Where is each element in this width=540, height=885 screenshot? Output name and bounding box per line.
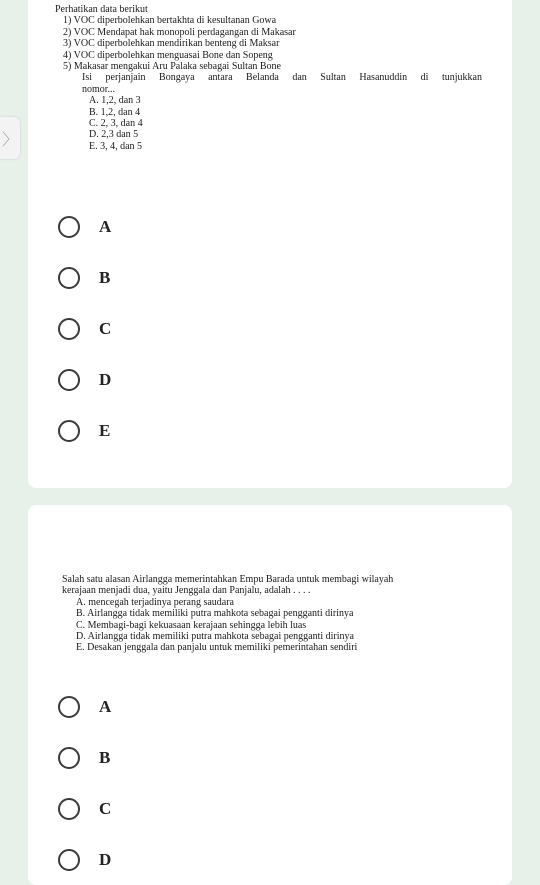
option-label: D [99, 850, 112, 869]
option-label: A [99, 697, 112, 716]
option-b[interactable] [58, 265, 110, 291]
question-line: 2) VOC Mendapat hak monopoli perdagangan di Makasar [63, 26, 296, 38]
option-a[interactable] [58, 214, 111, 240]
option-label: D [99, 370, 112, 389]
option-a[interactable] [58, 694, 111, 720]
option-label: B [99, 748, 111, 767]
question-line: D. 2,3 dan 5 [89, 129, 139, 141]
radio-button[interactable] [58, 369, 80, 391]
question-line: 3) VOC diperbolehkan mendirikan benteng di Maksar [63, 38, 280, 50]
question-line: Perhatikan data berikut [55, 4, 148, 15]
option-label: C [99, 799, 112, 818]
radio-button[interactable] [58, 798, 80, 820]
question-line: D. Airlangga tidak memiliki putra mahkota sebagai pengganti dirinya [76, 631, 354, 643]
question-line: E. 3, 4, dan 5 [89, 140, 143, 152]
question-line: nomor... [82, 83, 116, 95]
question-line: 5) Makasar mengakui Aru Palaka sebagai Sultan Bone [63, 61, 281, 73]
question-2-text [62, 574, 452, 654]
question-line: B. Airlangga tidak memiliki putra mahkota sebagai pengganti dirinya [76, 608, 354, 620]
question-line: Salah satu alasan Airlangga memerintahkan Empu Barada untuk membagi wilayah [62, 574, 394, 585]
radio-button[interactable] [58, 849, 80, 871]
option-label: E [99, 421, 111, 440]
question-line: E. Desakan jenggala dan panjalu untuk memiliki pemerintahan sendiri [76, 642, 358, 654]
option-label: C [99, 319, 112, 338]
radio-button[interactable] [58, 420, 80, 442]
option-d[interactable] [58, 367, 111, 393]
question-line: B. 1,2, dan 4 [89, 106, 141, 118]
question-line: kerajaan menjadi dua, yaitu Jenggala dan Panjalu, adalah . . . . [62, 585, 311, 597]
option-c[interactable] [58, 796, 111, 822]
question-line: 4) VOC diperbolehkan menguasai Bone dan Sopeng [63, 49, 273, 61]
option-label: B [99, 268, 111, 287]
radio-button[interactable] [58, 696, 80, 718]
question-line: Isi perjanjain Bongaya antara Belanda dan Sultan Hasanuddin di tunjukkan [82, 72, 482, 84]
radio-button[interactable] [58, 318, 80, 340]
radio-button[interactable] [58, 216, 80, 238]
option-c[interactable] [58, 316, 111, 342]
radio-button[interactable] [58, 267, 80, 289]
option-label: A [99, 217, 112, 236]
option-e[interactable] [58, 418, 110, 444]
question-line: A. 1,2, dan 3 [89, 95, 141, 107]
option-d[interactable] [58, 847, 111, 873]
question-line: 1) VOC diperbolehkan bertakhta di kesultanan Gowa [63, 15, 277, 27]
question-line: C. 2, 3, dan 4 [89, 118, 143, 130]
question-line: C. Membagi-bagi kekuasaan kerajaan sehingga lebih luas [76, 619, 307, 631]
question-1-text [55, 4, 482, 152]
radio-button[interactable] [58, 747, 80, 769]
question-line: A. mencegah terjadinya perang saudara [76, 596, 234, 608]
chevron-left-icon[interactable]: 〉 [0, 117, 20, 159]
option-b[interactable] [58, 745, 110, 771]
